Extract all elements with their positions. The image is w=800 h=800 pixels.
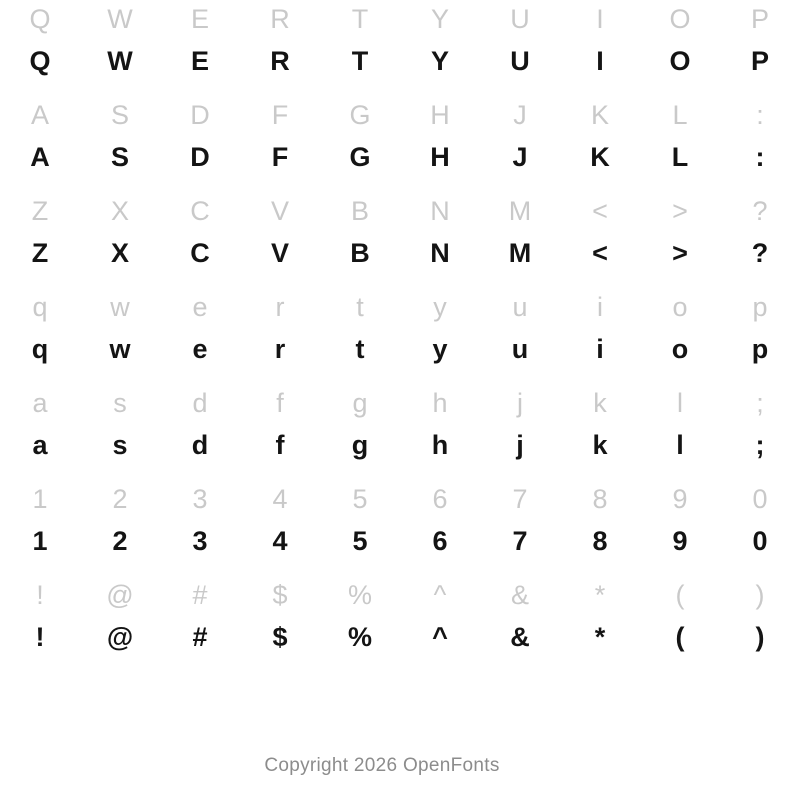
- glyph-cell: t: [355, 334, 365, 364]
- glyph-cell: B: [350, 196, 369, 226]
- glyph-row-dark: [0, 430, 800, 480]
- glyph-cell: k: [593, 388, 607, 418]
- glyph-cell: ^: [433, 580, 447, 610]
- glyph-cell: R: [270, 4, 290, 34]
- glyph-cell: ): [755, 622, 765, 652]
- glyph-cell: 1: [32, 484, 48, 514]
- glyph-cell: 9: [672, 484, 688, 514]
- copyright-text: Copyright 2026 OpenFonts: [264, 755, 500, 776]
- glyph-cell: %: [347, 580, 372, 610]
- glyph-cell: w: [109, 334, 131, 364]
- glyph-cell: >: [672, 196, 688, 226]
- glyph-cell: y: [433, 292, 447, 322]
- glyph-cell: w: [110, 292, 130, 322]
- glyph-row-dark: [0, 334, 800, 384]
- glyph-cell: T: [351, 46, 369, 76]
- glyph-row-light: [0, 192, 800, 238]
- glyph-cell: 1: [32, 526, 48, 556]
- glyph-row-light: [0, 288, 800, 334]
- glyph-cell: F: [271, 100, 289, 130]
- glyph-cell: T: [351, 4, 369, 34]
- glyph-cell: e: [192, 292, 208, 322]
- glyph-cell: j: [516, 430, 524, 460]
- glyph-cell: (: [675, 622, 685, 652]
- glyph-cell: a: [32, 430, 48, 460]
- glyph-cell: S: [110, 142, 129, 172]
- glyph-cell: A: [30, 142, 50, 172]
- glyph-cell: P: [750, 4, 769, 34]
- glyph-cell: S: [110, 100, 129, 130]
- glyph-cell: u: [511, 334, 529, 364]
- glyph-cell: B: [350, 238, 370, 268]
- glyph-cell: 7: [512, 484, 528, 514]
- glyph-cell: E: [190, 46, 209, 76]
- glyph-cell: q: [31, 334, 49, 364]
- glyph-row-pair: [0, 0, 800, 96]
- glyph-row-pair: [0, 96, 800, 192]
- glyph-cell: H: [430, 100, 450, 130]
- glyph-cell: h: [432, 388, 448, 418]
- glyph-cell: s: [112, 430, 128, 460]
- glyph-row-pair: [0, 480, 800, 576]
- glyph-row-light: [0, 0, 800, 46]
- glyph-cell: &: [510, 622, 530, 652]
- glyph-cell: K: [590, 142, 610, 172]
- glyph-cell: :: [756, 100, 764, 130]
- glyph-cell: ?: [752, 196, 768, 226]
- glyph-cell: Q: [29, 46, 51, 76]
- glyph-row-light: [0, 576, 800, 622]
- glyph-cell: r: [274, 334, 286, 364]
- glyph-cell: W: [107, 46, 133, 76]
- glyph-cell: e: [192, 334, 208, 364]
- glyph-cell: 5: [352, 484, 368, 514]
- glyph-cell: V: [270, 196, 289, 226]
- glyph-cell: 5: [352, 526, 368, 556]
- glyph-row-dark: [0, 622, 800, 672]
- glyph-cell: G: [349, 100, 371, 130]
- glyph-cell: 4: [272, 484, 288, 514]
- glyph-cell: <: [592, 238, 608, 268]
- glyph-row-light: [0, 96, 800, 142]
- glyph-cell: M: [508, 196, 532, 226]
- glyph-row-pair: [0, 576, 800, 672]
- glyph-cell: i: [597, 292, 603, 322]
- glyph-cell: k: [592, 430, 608, 460]
- glyph-cell: o: [672, 292, 688, 322]
- glyph-cell: V: [270, 238, 289, 268]
- glyph-cell: A: [30, 100, 49, 130]
- glyph-cell: @: [106, 622, 134, 652]
- glyph-cell: Y: [430, 4, 449, 34]
- glyph-cell: r: [275, 292, 285, 322]
- glyph-cell: i: [596, 334, 604, 364]
- glyph-cell: P: [750, 46, 769, 76]
- glyph-cell: f: [275, 430, 285, 460]
- glyph-cell: 6: [432, 484, 448, 514]
- glyph-cell: 9: [672, 526, 688, 556]
- glyph-cell: @: [106, 580, 134, 610]
- glyph-row-light: [0, 384, 800, 430]
- glyph-cell: Z: [31, 196, 49, 226]
- glyph-cell: Z: [31, 238, 49, 268]
- glyph-cell: L: [672, 100, 688, 130]
- glyph-cell: D: [190, 100, 210, 130]
- glyph-cell: g: [352, 388, 368, 418]
- glyph-cell: j: [517, 388, 523, 418]
- glyph-cell: U: [510, 4, 530, 34]
- glyph-cell: u: [512, 292, 528, 322]
- glyph-cell: 0: [752, 526, 768, 556]
- glyph-cell: p: [752, 292, 768, 322]
- glyph-cell: X: [110, 196, 129, 226]
- glyph-cell: (: [675, 580, 685, 610]
- glyph-cell: 7: [512, 526, 528, 556]
- glyph-cell: >: [672, 238, 688, 268]
- glyph-cell: ): [755, 580, 765, 610]
- glyph-cell: a: [32, 388, 48, 418]
- glyph-row-pair: [0, 192, 800, 288]
- glyph-row-pair: [0, 288, 800, 384]
- glyph-cell: 6: [432, 526, 448, 556]
- glyph-cell: F: [271, 142, 289, 172]
- glyph-cell: G: [349, 142, 371, 172]
- glyph-cell: I: [596, 4, 604, 34]
- glyph-row-light: [0, 480, 800, 526]
- copyright-footer: [0, 755, 800, 777]
- glyph-cell: 2: [112, 526, 128, 556]
- glyph-cell: f: [276, 388, 284, 418]
- glyph-cell: h: [431, 430, 449, 460]
- glyph-cell: 2: [112, 484, 128, 514]
- glyph-cell: N: [430, 196, 450, 226]
- glyph-cell: H: [430, 142, 450, 172]
- glyph-cell: O: [669, 46, 691, 76]
- glyph-cell: ;: [755, 430, 765, 460]
- glyph-row-dark: [0, 238, 800, 288]
- glyph-row-dark: [0, 526, 800, 576]
- glyph-cell: E: [190, 4, 209, 34]
- glyph-cell: g: [351, 430, 369, 460]
- glyph-cell: Q: [29, 4, 51, 34]
- glyph-cell: L: [671, 142, 689, 172]
- glyph-cell: ?: [751, 238, 769, 268]
- glyph-cell: d: [191, 430, 209, 460]
- glyph-cell: D: [190, 142, 210, 172]
- glyph-cell: N: [430, 238, 450, 268]
- glyph-cell: Y: [430, 46, 449, 76]
- glyph-cell: 8: [592, 526, 608, 556]
- glyph-cell: t: [356, 292, 364, 322]
- glyph-cell: l: [676, 430, 684, 460]
- glyph-cell: 3: [192, 526, 208, 556]
- glyph-cell: &: [510, 580, 529, 610]
- glyph-row-pair: [0, 384, 800, 480]
- glyph-cell: !: [36, 580, 44, 610]
- glyph-cell: <: [592, 196, 608, 226]
- glyph-cell: R: [270, 46, 290, 76]
- glyph-cell: K: [590, 100, 609, 130]
- glyph-cell: *: [594, 622, 606, 652]
- glyph-cell: d: [192, 388, 208, 418]
- glyph-cell: #: [192, 622, 208, 652]
- glyph-cell: $: [272, 580, 288, 610]
- glyph-cell: J: [513, 100, 527, 130]
- glyph-cell: C: [190, 196, 210, 226]
- glyph-cell: p: [751, 334, 769, 364]
- glyph-cell: 4: [272, 526, 288, 556]
- glyph-cell: o: [671, 334, 689, 364]
- glyph-cell: *: [594, 580, 606, 610]
- glyph-cell: !: [35, 622, 45, 652]
- glyph-cell: 3: [192, 484, 208, 514]
- glyph-cell: %: [347, 622, 372, 652]
- glyph-cell: :: [755, 142, 765, 172]
- glyph-cell: U: [510, 46, 530, 76]
- glyph-cell: 8: [592, 484, 608, 514]
- glyph-cell: #: [192, 580, 208, 610]
- glyph-cell: y: [432, 334, 448, 364]
- glyph-cell: q: [32, 292, 48, 322]
- glyph-cell: ;: [756, 388, 764, 418]
- glyph-cell: 0: [752, 484, 768, 514]
- glyph-cell: ^: [432, 622, 448, 652]
- glyph-cell: J: [512, 142, 528, 172]
- glyph-row-dark: [0, 142, 800, 192]
- glyph-cell: l: [677, 388, 683, 418]
- glyph-cell: X: [110, 238, 129, 268]
- glyph-cell: I: [596, 46, 604, 76]
- glyph-cell: W: [107, 4, 133, 34]
- glyph-cell: C: [190, 238, 210, 268]
- glyph-cell: M: [508, 238, 532, 268]
- glyph-row-dark: [0, 46, 800, 96]
- glyph-cell: s: [113, 388, 127, 418]
- glyph-cell: O: [669, 4, 691, 34]
- glyph-cell: $: [272, 622, 288, 652]
